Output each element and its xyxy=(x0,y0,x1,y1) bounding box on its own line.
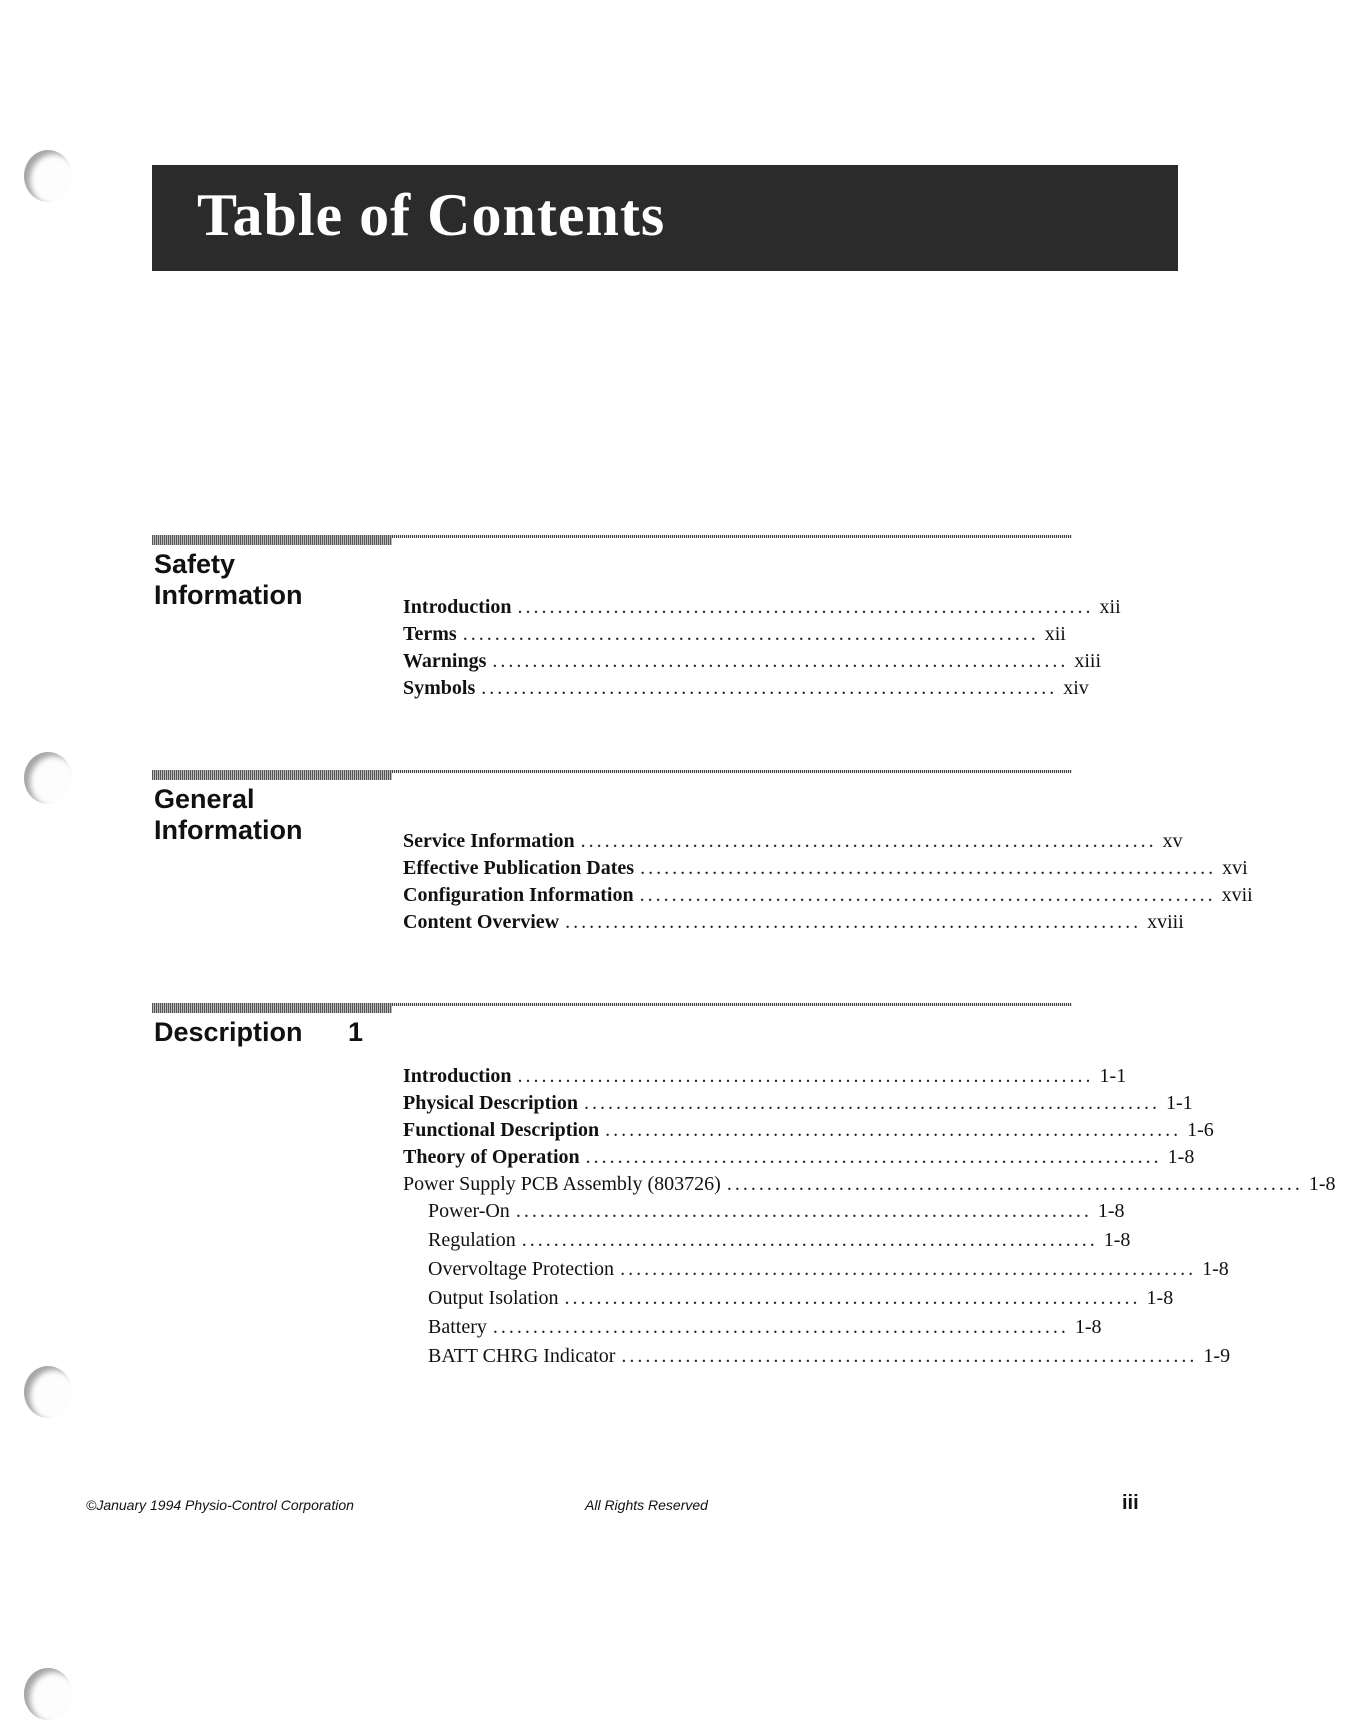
toc-entry[interactable] xyxy=(403,884,1253,911)
dot-leader: ........................................................................ xyxy=(565,911,1142,933)
toc-subentry[interactable] xyxy=(403,1345,1231,1374)
toc-entry-text: Effective Publication Dates xyxy=(403,857,635,879)
toc-entry[interactable] xyxy=(403,623,1066,650)
dot-leader: ........................................................................ xyxy=(517,1065,1094,1087)
toc-entry-text: Output Isolation xyxy=(428,1287,559,1309)
toc-entry-text: Power Supply PCB Assembly (803726) xyxy=(403,1173,721,1195)
dot-leader: ........................................................................ xyxy=(640,857,1217,879)
toc-subentry[interactable] xyxy=(403,1229,1131,1258)
section-general-information xyxy=(152,770,1253,950)
toc-entry-list xyxy=(403,596,1121,704)
toc-entry-page: 1-9 xyxy=(1203,1345,1231,1367)
dot-leader: ........................................................................ xyxy=(580,830,1157,852)
toc-subentry[interactable] xyxy=(403,1258,1229,1287)
toc-subentry[interactable] xyxy=(403,1316,1102,1345)
binder-hole-lower xyxy=(24,1366,72,1418)
dot-leader: ........................................................................ xyxy=(605,1119,1182,1141)
toc-entry[interactable] xyxy=(403,830,1183,857)
toc-entry-page: 1-8 xyxy=(1167,1146,1195,1168)
toc-entry-page: xiv xyxy=(1063,677,1089,699)
toc-entry-page: 1-8 xyxy=(1146,1287,1174,1309)
toc-entry-page: xviii xyxy=(1147,911,1184,933)
toc-entry-page: xii xyxy=(1044,623,1066,645)
section-title xyxy=(154,1017,303,1048)
section-rule xyxy=(152,770,1072,780)
toc-entry-list xyxy=(403,1065,1336,1374)
dot-leader: ........................................................................ xyxy=(621,1345,1198,1367)
page-number: iii xyxy=(1122,1492,1139,1514)
toc-entry-text: Content Overview xyxy=(403,911,560,933)
toc-entry-page: xiii xyxy=(1074,650,1102,672)
section-title-line1: Description xyxy=(154,1017,303,1047)
toc-entry-page: xv xyxy=(1162,830,1183,852)
toc-subentry[interactable] xyxy=(403,1200,1125,1229)
dot-leader: ........................................................................ xyxy=(521,1229,1098,1251)
section-description xyxy=(152,1003,1336,1393)
toc-entry-page: 1-1 xyxy=(1099,1065,1127,1087)
binder-hole-top xyxy=(24,150,72,202)
section-rule xyxy=(152,1003,1072,1013)
toc-entry-text: Introduction xyxy=(403,596,512,618)
toc-entry-page: 1-8 xyxy=(1103,1229,1131,1251)
section-title-line2: Information xyxy=(154,815,303,845)
dot-leader: ........................................................................ xyxy=(564,1287,1141,1309)
section-number: 1 xyxy=(348,1017,364,1047)
toc-entry[interactable] xyxy=(403,650,1102,677)
binder-hole-middle xyxy=(24,752,72,804)
toc-entry-text: BATT CHRG Indicator xyxy=(428,1345,616,1367)
toc-entry-text: Power-On xyxy=(428,1200,510,1222)
dot-leader: ........................................................................ xyxy=(481,677,1058,699)
section-title-line2: Information xyxy=(154,580,303,610)
dot-leader: ........................................................................ xyxy=(584,1092,1160,1114)
toc-entry-page: xii xyxy=(1099,596,1121,618)
dot-leader: ........................................................................ xyxy=(515,1200,1092,1222)
toc-entry[interactable] xyxy=(403,677,1089,704)
toc-entry[interactable] xyxy=(403,1065,1127,1092)
dot-leader: ........................................................................ xyxy=(517,596,1094,618)
dot-leader: ........................................................................ xyxy=(726,1173,1303,1195)
footer-rights: All Rights Reserved xyxy=(585,1497,708,1513)
toc-entry-text: Physical Description xyxy=(403,1092,578,1114)
toc-entry-text: Battery xyxy=(428,1316,487,1338)
toc-entry-page: 1-8 xyxy=(1074,1316,1102,1338)
toc-entry-text: Symbols xyxy=(403,677,476,699)
toc-entry[interactable] xyxy=(403,857,1248,884)
dot-leader: ........................................................................ xyxy=(492,1316,1069,1338)
toc-entry[interactable] xyxy=(403,1173,1336,1200)
toc-entry-text: Functional Description xyxy=(403,1119,600,1141)
section-title xyxy=(154,549,303,611)
binder-hole-bottom xyxy=(24,1668,72,1720)
toc-entry-text: Introduction xyxy=(403,1065,512,1087)
dot-leader: ........................................................................ xyxy=(462,623,1039,645)
toc-subentry[interactable] xyxy=(403,1287,1174,1316)
toc-entry-text: Service Information xyxy=(403,830,575,852)
page-title: Table of Contents xyxy=(197,182,666,248)
toc-entry-page: 1-1 xyxy=(1166,1092,1193,1114)
section-rule xyxy=(152,535,1072,545)
toc-entry-text: Terms xyxy=(403,623,457,645)
dot-leader: ........................................................................ xyxy=(585,1146,1162,1168)
section-title-line1: Safety xyxy=(154,549,236,579)
toc-entry-page: 1-8 xyxy=(1308,1173,1336,1195)
toc-entry-page: xvi xyxy=(1222,857,1248,879)
toc-entry[interactable] xyxy=(403,1092,1193,1119)
toc-entry-text: Regulation xyxy=(428,1229,516,1251)
toc-entry[interactable] xyxy=(403,596,1121,623)
toc-entry[interactable] xyxy=(403,1119,1214,1146)
toc-entry-list xyxy=(403,830,1253,938)
toc-entry-text: Overvoltage Protection xyxy=(428,1258,615,1280)
footer-copyright: ©January 1994 Physio-Control Corporation xyxy=(86,1497,354,1513)
toc-entry-page: 1-8 xyxy=(1202,1258,1229,1280)
section-safety-information xyxy=(152,535,1121,715)
toc-entry-text: Configuration Information xyxy=(403,884,634,906)
toc-entry[interactable] xyxy=(403,911,1184,938)
toc-entry-text: Theory of Operation xyxy=(403,1146,580,1168)
toc-entry[interactable] xyxy=(403,1146,1195,1173)
dot-leader: ........................................................................ xyxy=(639,884,1216,906)
toc-entry-text: Warnings xyxy=(403,650,487,672)
toc-entry-page: 1-8 xyxy=(1097,1200,1125,1222)
section-title xyxy=(154,784,303,846)
section-title-line1: General xyxy=(154,784,255,814)
dot-leader: ........................................................................ xyxy=(492,650,1069,672)
toc-entry-page: xvii xyxy=(1221,884,1253,906)
title-banner xyxy=(152,165,1178,271)
toc-entry-page: 1-6 xyxy=(1187,1119,1214,1141)
dot-leader: ........................................................................ xyxy=(620,1258,1197,1280)
